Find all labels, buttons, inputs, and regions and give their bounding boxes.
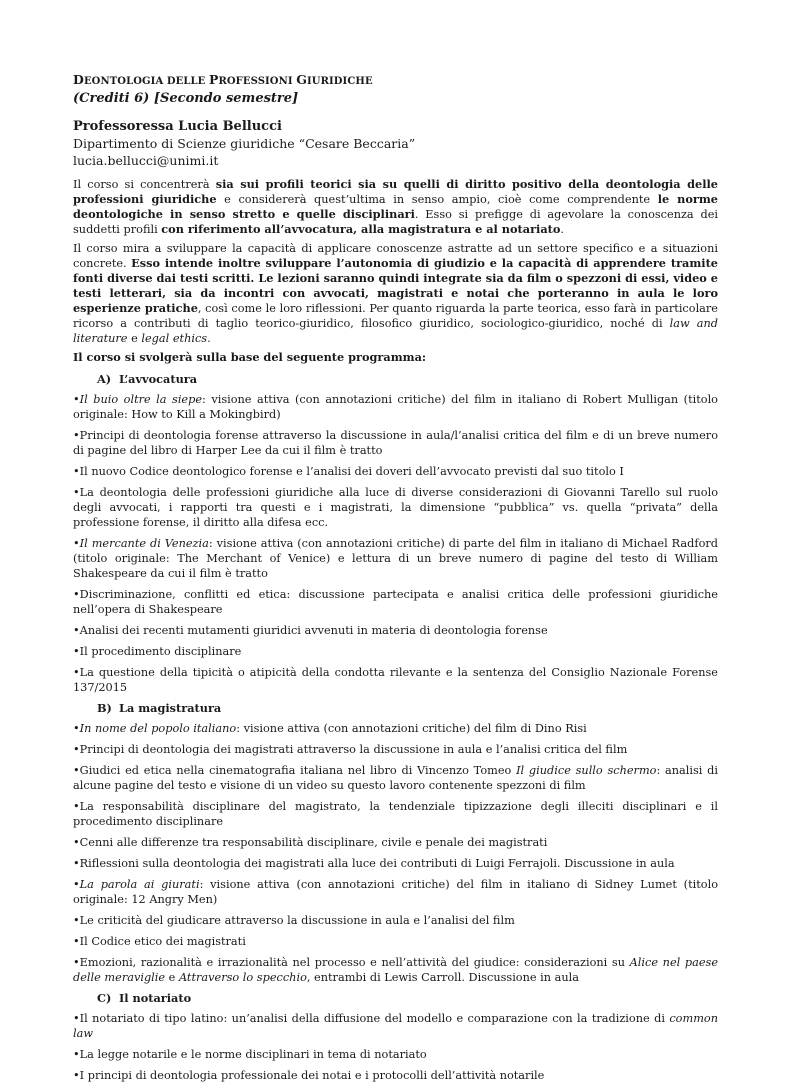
item-text: •Emozioni, razionalità e irrazionalità nel processo e nell’attività del giudice: considerazioni su xyxy=(73,956,630,969)
section-letter: A) xyxy=(97,372,112,386)
program-item xyxy=(73,763,718,793)
intro2-bold-1: Esso intende inoltre sviluppare l’autonomia di giudizio e la capacità di apprendere tramite fonti diverse dai testi scritti. Le lezioni saranno quindi integrate sia da film o spezzoni di essi, video e testi letterari, sia da incontri con avvocati, magistrati e notai che porteranno in aula le loro esperienze pratiche xyxy=(73,256,718,315)
intro1-text-1: Il corso si concentrerà xyxy=(73,178,216,191)
intro2-italic-2: legal ethics xyxy=(141,332,208,345)
item-italic-title: Il buio oltre la siepe xyxy=(79,393,203,406)
email-address: lucia.bellucci@unimi.it xyxy=(73,153,219,168)
program-item xyxy=(73,587,718,617)
program-item xyxy=(73,644,718,659)
section-letter: C) xyxy=(97,991,112,1005)
intro-paragraph-1 xyxy=(73,177,718,237)
item-text: •Il Codice etico dei magistrati xyxy=(73,935,246,948)
program-item xyxy=(73,721,718,736)
program-item xyxy=(73,742,718,757)
item-text: • xyxy=(73,878,80,891)
department: Dipartimento di Scienze giuridiche “Cesare Beccaria” xyxy=(73,136,416,151)
item-text: •Il notariato di tipo latino: un’analisi della diffusione del modello e comparazione con la tradizione di xyxy=(73,1012,670,1025)
item-text: •Il nuovo Codice deontologico forense e l’analisi dei doveri dell’avvocato previsti dal suo titolo I xyxy=(73,465,624,478)
intro2-text-3: e xyxy=(127,332,142,345)
item-text-rest: : visione attiva (con annotazioni critiche) del film di Dino Risi xyxy=(236,722,587,735)
item-text-rest-2: , entrambi di Lewis Carroll. Discussione in aula xyxy=(306,971,579,984)
intro1-bold-1: sia sui profili teorici sia su quelli di diritto positivo della deontologia delle professioni giuridiche xyxy=(73,177,718,206)
item-text: •Principi di deontologia dei magistrati attraverso la discussione in aula e l’analisi critica del film xyxy=(73,743,628,756)
item-text: •I principi di deontologia professionale dei notai e i protocolli dell’attività notarile xyxy=(73,1069,545,1082)
intro2-text-4: . xyxy=(207,332,211,345)
item-text: •Giudici ed etica nella cinematografia italiana nel libro di Vincenzo Tomeo xyxy=(73,764,517,777)
section-title: Il notariato xyxy=(119,991,192,1005)
section-title: La magistratura xyxy=(119,701,222,715)
document-page xyxy=(73,72,718,1089)
course-title-initial-g: G xyxy=(296,72,307,87)
item-text: • xyxy=(73,722,80,735)
program-item xyxy=(73,536,718,581)
item-italic-title: Il giudice sullo schermo xyxy=(516,764,657,777)
item-text: • xyxy=(73,537,80,550)
section-heading xyxy=(97,991,718,1005)
program-item xyxy=(73,428,718,458)
item-italic-title: Alice nel paese delle meraviglie xyxy=(73,956,719,984)
professor-name: Professoressa Lucia Bellucci xyxy=(73,119,282,134)
item-text: •La questione della tipicità o atipicità della condotta rilevante e la sentenza del Consiglio Nazionale Forense 137/2015 xyxy=(73,666,718,694)
item-text: • xyxy=(73,393,80,406)
program-item xyxy=(73,1011,718,1041)
item-text-rest: e xyxy=(165,971,179,984)
course-title-part-1: EONTOLOGIA DELLE xyxy=(83,76,209,87)
section-title: L’avvocatura xyxy=(119,372,198,386)
item-text: •Riflessioni sulla deontologia dei magistrati alla luce dei contributi di Luigi Ferrajoli. Discussione in aula xyxy=(73,857,675,870)
item-text-rest: : analisi di alcune pagine del testo e visione di un video su questo lavoro contenente spezzoni di film xyxy=(73,764,718,792)
program-sections xyxy=(73,372,718,1083)
item-text: •Le criticità del giudicare attraverso la discussione in aula e l’analisi del film xyxy=(73,914,515,927)
item-text: •La legge notarile e le norme disciplinari in tema di notariato xyxy=(73,1048,427,1061)
program-item xyxy=(73,392,718,422)
program-item xyxy=(73,623,718,638)
program-item xyxy=(73,877,718,907)
program-item xyxy=(73,835,718,850)
intro-paragraph-2 xyxy=(73,241,718,346)
intro2-text-2: , così come le loro riflessioni. Per quanto riguarda la parte teorica, esso farà in particolare ricorso a contributi di taglio teorico-giuridico, filosofico giuridico, sociologico-giuridico, noché di xyxy=(73,302,718,330)
course-credits: (Crediti 6) [Secondo semestre] xyxy=(73,91,299,106)
item-text: •Principi di deontologia forense attraverso la discussione in aula/l’analisi critica del film e di un breve numero di pagine del libro di Harper Lee da cui il film è tratto xyxy=(73,429,718,457)
section-heading xyxy=(97,372,718,386)
item-text: •Discriminazione, conflitti ed etica: discussione partecipata e analisi critica delle professioni giuridiche nell’opera di Shakespeare xyxy=(73,588,718,616)
intro1-text-2: e considererà quest’ultima in senso ampio, cioè come comprendente xyxy=(216,193,658,206)
program-item xyxy=(73,934,718,949)
section-letter: B) xyxy=(97,701,112,715)
item-italic-title: La parola ai giurati xyxy=(79,878,200,891)
program-item xyxy=(73,955,718,985)
item-italic-title: In nome del popolo italiano xyxy=(79,722,237,735)
item-italic-title: common law xyxy=(73,1012,718,1040)
section-heading xyxy=(97,701,718,715)
intro1-bold-2: le norme deontologiche in senso stretto e quelle disciplinari xyxy=(73,192,718,221)
program-item xyxy=(73,485,718,530)
program-heading: Il corso si svolgerà sulla base del seguente programma: xyxy=(73,350,427,364)
course-title-part-3: IURIDICHE xyxy=(307,76,373,87)
item-italic-title: Il mercante di Venezia xyxy=(79,537,209,550)
course-title-initial-d: D xyxy=(73,72,84,87)
intro2-italic-1: law and literature xyxy=(73,317,718,345)
program-item xyxy=(73,1047,718,1062)
course-title-part-2: ROFESSIONI xyxy=(218,76,297,87)
item-text: •Cenni alle differenze tra responsabilità disciplinare, civile e penale dei magistrati xyxy=(73,836,548,849)
item-text: •Analisi dei recenti mutamenti giuridici avvenuti in materia di deontologia forense xyxy=(73,624,548,637)
item-text-rest: : visione attiva (con annotazioni critiche) del film in italiano di Robert Mulligan (titolo originale: How to Kill a Mokingbird) xyxy=(73,393,718,421)
item-text: •La deontologia delle professioni giuridiche alla luce di diverse considerazioni di Giovanni Tarello sul ruolo degli avvocati, i rapporti tra questi e i magistrati, la dimensione “pubblica” vs. quella “privata” della professione forense, il diritto alla difesa ecc. xyxy=(73,486,718,529)
item-text-rest: : visione attiva (con annotazioni critiche) di parte del film in italiano di Michael Radford (titolo originale: The Merchant of Venice) e lettura di un breve numero di pagine del testo di William Shakespeare da cui il film è tratto xyxy=(73,537,719,580)
intro2-text-1: Il corso mira a sviluppare la capacità di applicare conoscenze astratte ad un settore specifico e a situazioni concrete. xyxy=(73,242,718,270)
program-item xyxy=(73,799,718,829)
course-title-initial-p: P xyxy=(208,72,219,87)
item-text: •La responsabilità disciplinare del magistrato, la tendenziale tipizzazione degli illeciti disciplinari e il procedimento disciplinare xyxy=(73,800,718,828)
program-item xyxy=(73,856,718,871)
intro1-text-4: . xyxy=(560,223,564,236)
item-text-rest: : visione attiva (con annotazioni critiche) del film in italiano di Sidney Lumet (titolo originale: 12 Angry Men) xyxy=(73,878,718,906)
program-item xyxy=(73,665,718,695)
intro1-text-3: . Esso si prefigge di agevolare la conoscenza dei suddetti profili xyxy=(73,208,718,236)
item-text: •Il procedimento disciplinare xyxy=(73,645,242,658)
program-item xyxy=(73,913,718,928)
intro1-bold-3: con riferimento all’avvocatura, alla magistratura e al notariato xyxy=(161,222,561,236)
program-item xyxy=(73,464,718,479)
item-italic-title-2: Attraverso lo specchio xyxy=(178,971,307,984)
course-title xyxy=(73,72,718,87)
program-item xyxy=(73,1068,718,1083)
